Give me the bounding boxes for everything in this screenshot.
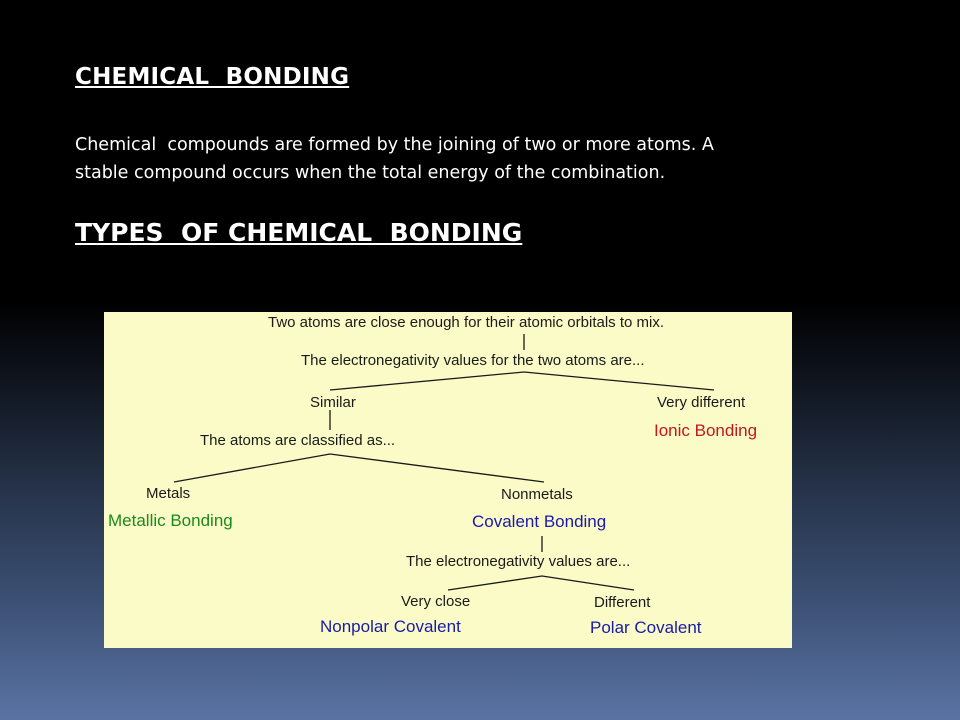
section-subtitle: TYPES OF CHEMICAL BONDING — [75, 218, 523, 247]
result-nonpolar-covalent: Nonpolar Covalent — [320, 617, 461, 636]
connector-q1-very-different — [524, 372, 714, 390]
result-polar-covalent: Polar Covalent — [590, 618, 702, 637]
paragraph-line: stable compound occurs when the total energy of the combination. — [75, 163, 666, 183]
root-condition: Two atoms are close enough for their atomic orbitals to mix. — [268, 314, 665, 331]
result-covalent-bonding: Covalent Bonding — [472, 512, 607, 531]
connector-q2-nonmetals — [330, 454, 544, 482]
branch-different: Different — [594, 594, 651, 611]
intro-paragraph — [75, 131, 835, 187]
connector-q3-different — [542, 576, 634, 590]
branch-similar: Similar — [310, 394, 356, 411]
result-ionic-bonding: Ionic Bonding — [654, 421, 758, 440]
branch-very-different: Very different — [657, 394, 746, 411]
slide-title: CHEMICAL BONDING — [75, 64, 350, 90]
question-classification: The atoms are classified as... — [200, 432, 396, 449]
paragraph-line: Chemical compounds are formed by the joining of two or more atoms. A — [75, 135, 714, 155]
question-electronegativity: The electronegativity values for the two atoms are... — [301, 352, 645, 369]
connector-q1-similar — [330, 372, 524, 390]
bonding-flowchart — [104, 312, 792, 648]
question-electronegativity-values: The electronegativity values are... — [406, 553, 631, 570]
connector-q2-metals — [174, 454, 330, 482]
branch-metals: Metals — [146, 485, 191, 502]
branch-nonmetals: Nonmetals — [501, 486, 573, 503]
connector-q3-very-close — [448, 576, 542, 590]
result-metallic-bonding: Metallic Bonding — [108, 511, 233, 530]
branch-very-close: Very close — [401, 593, 471, 610]
